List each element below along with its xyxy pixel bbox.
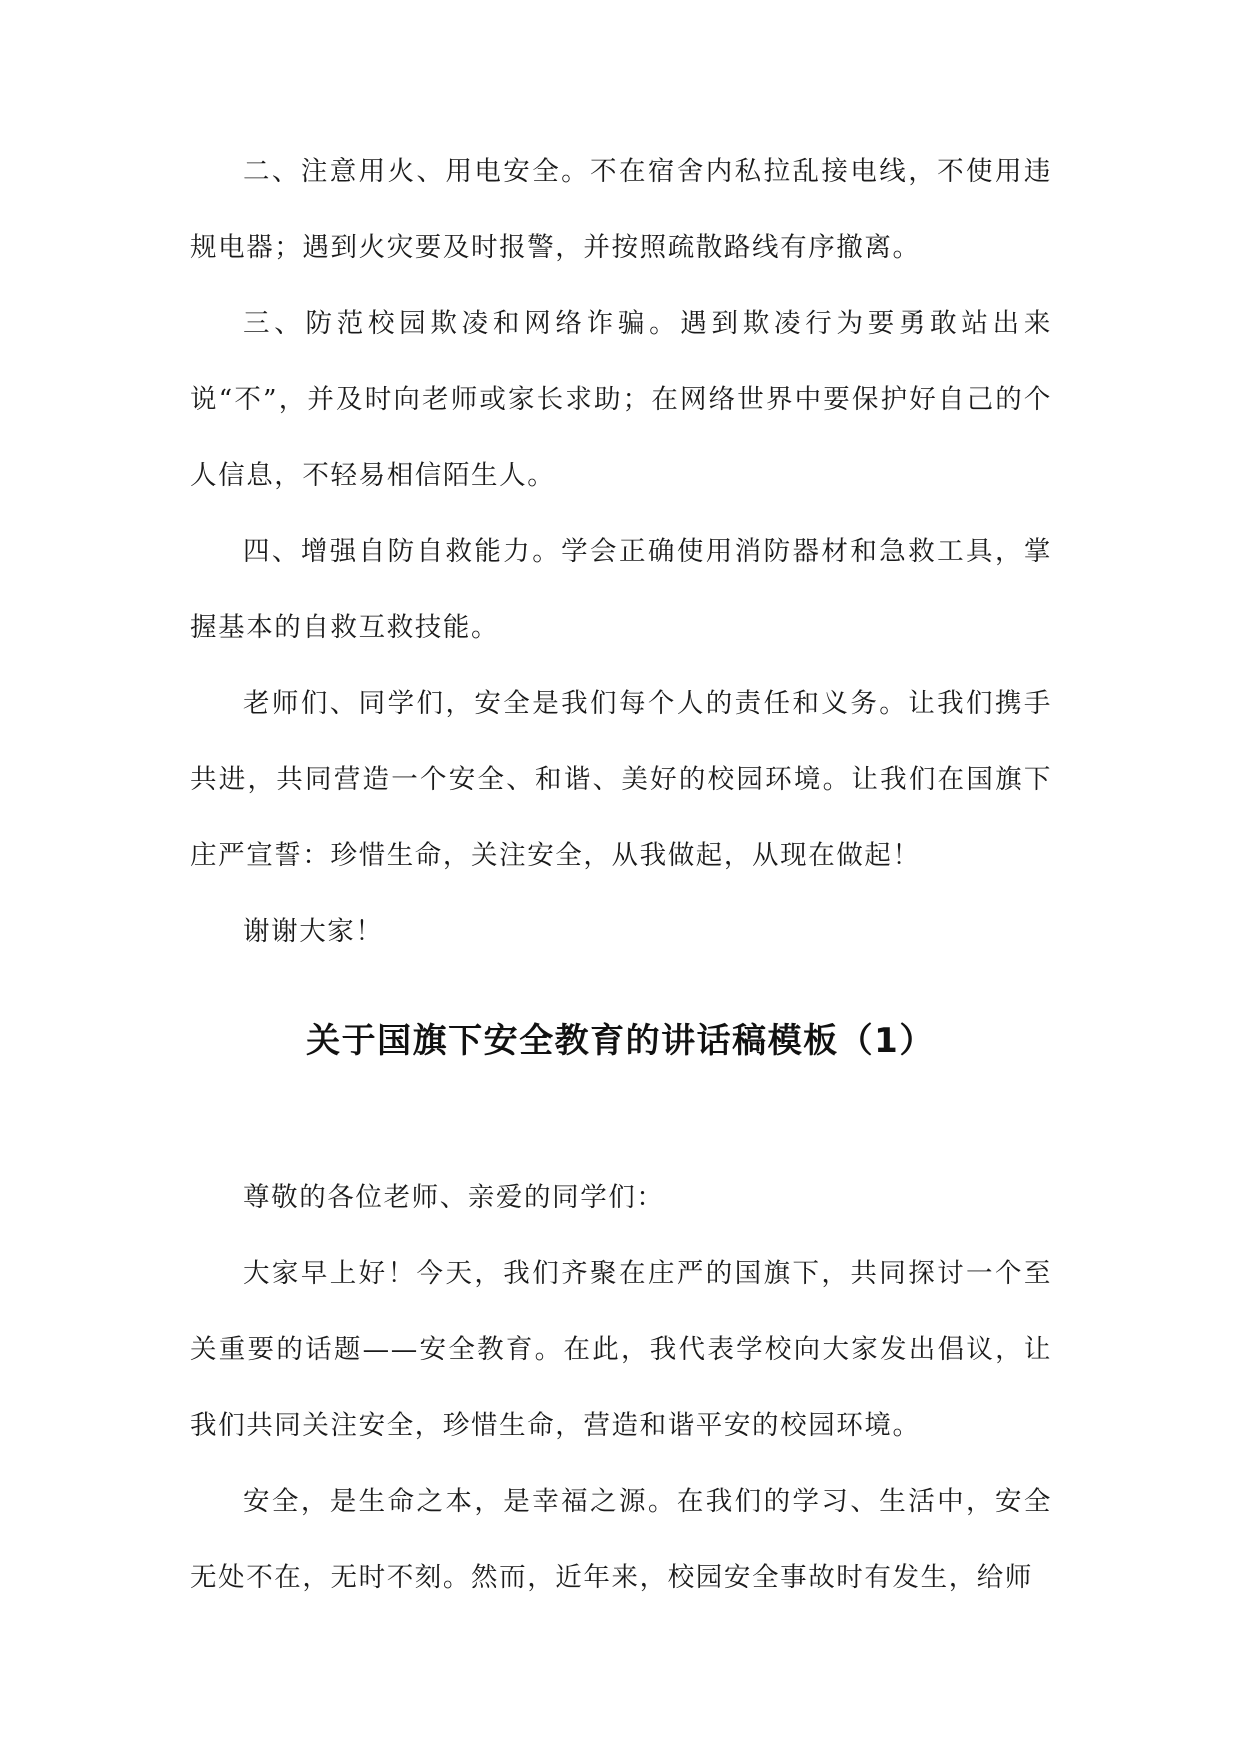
paragraph-self-rescue: 四、增强自防自救能力。学会正确使用消防器材和急救工具，掌握基本的自救互救技能。 — [190, 536, 1052, 643]
body-text-bottom — [190, 1160, 1052, 1616]
paragraph-bullying-fraud: 三、防范校园欺凌和网络诈骗。遇到欺凌行为要勇敢站出来说“不”，并及时向老师或家长求助；在网络世界中要保护好自己的个人信息，不轻易相信陌生人。 — [190, 308, 1052, 491]
paragraph-thanks: 谢谢大家！ — [243, 916, 384, 947]
speech-title: 关于国旗下安全教育的讲话稿模板（1） — [306, 1021, 935, 1061]
paragraph-salutation: 尊敬的各位老师、亲爱的同学们： — [243, 1182, 665, 1213]
paragraph-fire-electric-safety: 二、注意用火、用电安全。不在宿舍内私拉乱接电线，不使用违规电器；遇到火灾要及时报警，并按照疏散路线有序撤离。 — [190, 156, 1052, 263]
paragraph-closing-pledge: 老师们、同学们，安全是我们每个人的责任和义务。让我们携手共进，共同营造一个安全、和谐、美好的校园环境。让我们在国旗下庄严宣誓：珍惜生命，关注安全，从我做起，从现在做起！ — [190, 688, 1052, 871]
body-text-top — [190, 134, 1052, 970]
paragraph-safety-importance: 安全，是生命之本，是幸福之源。在我们的学习、生活中，安全无处不在，无时不刻。然而，近年来，校园安全事故时有发生，给师 — [190, 1486, 1052, 1593]
paragraph-opening: 大家早上好！今天，我们齐聚在庄严的国旗下，共同探讨一个至关重要的话题——安全教育。在此，我代表学校向大家发出倡议，让我们共同关注安全，珍惜生命，营造和谐平安的校园环境。 — [190, 1258, 1052, 1441]
